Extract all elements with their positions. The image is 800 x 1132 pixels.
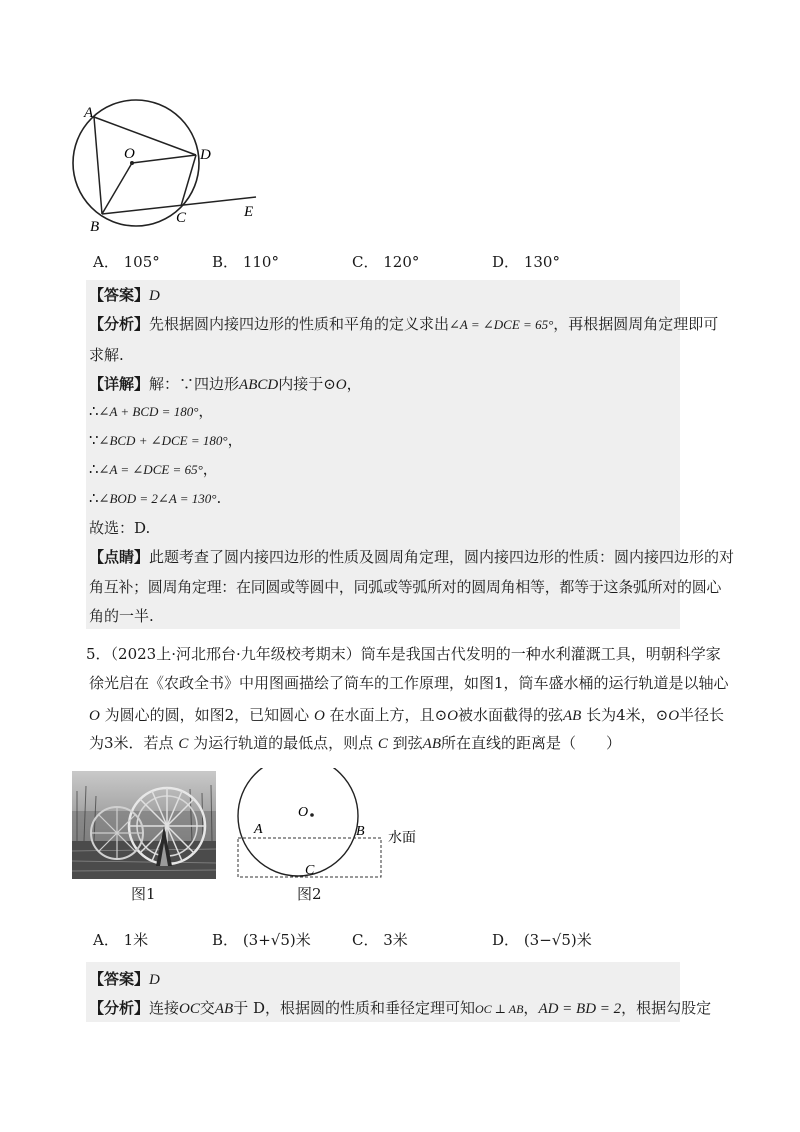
label-d: D: [200, 147, 211, 163]
q4-analysis-line1: 【分析】先根据圆内接四边形的性质和平角的定义求出∠A = ∠DCE = 65°，再根据圆周角定理即可: [89, 315, 719, 333]
circle-quadrilateral-figure: [60, 95, 280, 240]
q4-option-a: A． 105°: [93, 253, 160, 271]
q4-detail-intro: 【详解】解：∵四边形ABCD内接于⊙O，: [89, 375, 362, 393]
q5-option-d: D． (3−√5)米: [492, 931, 592, 949]
q4-detail-step2: ∵∠BCD + ∠DCE = 180°，: [89, 431, 243, 449]
q5-analysis-line1: 【分析】连接OC交AB于 D，根据圆的性质和垂径定理可知OC ⊥ AB，AD = BD = 2，根据勾股定: [89, 999, 712, 1017]
label-b: B: [356, 824, 365, 839]
label-water: 水面: [388, 831, 416, 846]
label-a: A: [84, 105, 94, 121]
q4-answer: 【答案】D: [89, 286, 160, 304]
water-wheel-photo: [72, 771, 216, 879]
segment-ab: [94, 117, 102, 214]
q4-detail-step4: ∴∠BOD = 2∠A = 130°.: [89, 489, 222, 507]
figure2-diagram: [232, 768, 422, 880]
q5-line2: 徐光启在《农政全书》中用图画描绘了筒车的工作原理，如图1，筒车盛水桶的运行轨道是以轴心: [89, 674, 729, 692]
q4-detail-step3: ∴∠A = ∠DCE = 65°，: [89, 460, 218, 478]
q4-choice: 故选：D.: [89, 519, 151, 537]
q5-option-c: C． 3米: [352, 931, 408, 949]
segment-ob: [102, 163, 132, 214]
segment-od: [132, 155, 196, 163]
figure2-caption: 图2: [297, 885, 322, 903]
q5-line3: O 为圆心的圆，如图2，已知圆心 O 在水面上方，且⊙O被水面截得的弦AB 长为4米，⊙O半径长: [89, 706, 725, 724]
q4-option-b: B． 110°: [212, 253, 279, 271]
q5-line1: 5．（2023上·河北邢台·九年级校考期末）筒车是我国古代发明的一种水利灌溉工具，明朝科学家: [86, 645, 721, 663]
q4-analysis-line2: 求解.: [89, 346, 124, 364]
q4-comment-line2: 角互补；圆周角定理：在同圆或等圆中，同弧或等弧所对的圆周角相等，都等于这条弧所对的圆心: [89, 578, 722, 596]
figure1-caption: 图1: [131, 885, 156, 903]
label-o: O: [298, 805, 309, 820]
q4-detail-step1: ∴∠A + BCD = 180°，: [89, 402, 214, 420]
q5-option-a: A． 1米: [93, 931, 149, 949]
label-e: E: [244, 204, 254, 220]
q5-option-b: B． (3+√5)米: [212, 931, 311, 949]
label-o: O: [124, 146, 135, 162]
q5-line4: 为3米．若点 C 为运行轨道的最低点，则点 C 到弦AB所在直线的距离是（ ）: [89, 734, 622, 752]
label-b: B: [90, 219, 100, 235]
q5-answer: 【答案】D: [89, 970, 160, 988]
q4-option-c: C． 120°: [352, 253, 420, 271]
q4-comment-line3: 角的一半.: [89, 607, 154, 625]
q4-comment-line1: 【点睛】此题考查了圆内接四边形的性质及圆周角定理，圆内接四边形的性质：圆内接四边形的对: [89, 548, 735, 566]
label-c: C: [305, 863, 315, 878]
center-dot: [310, 813, 314, 817]
q4-option-d: D． 130°: [492, 253, 560, 271]
label-a: A: [254, 822, 263, 837]
segment-ad: [94, 117, 196, 155]
label-c: C: [176, 210, 187, 226]
